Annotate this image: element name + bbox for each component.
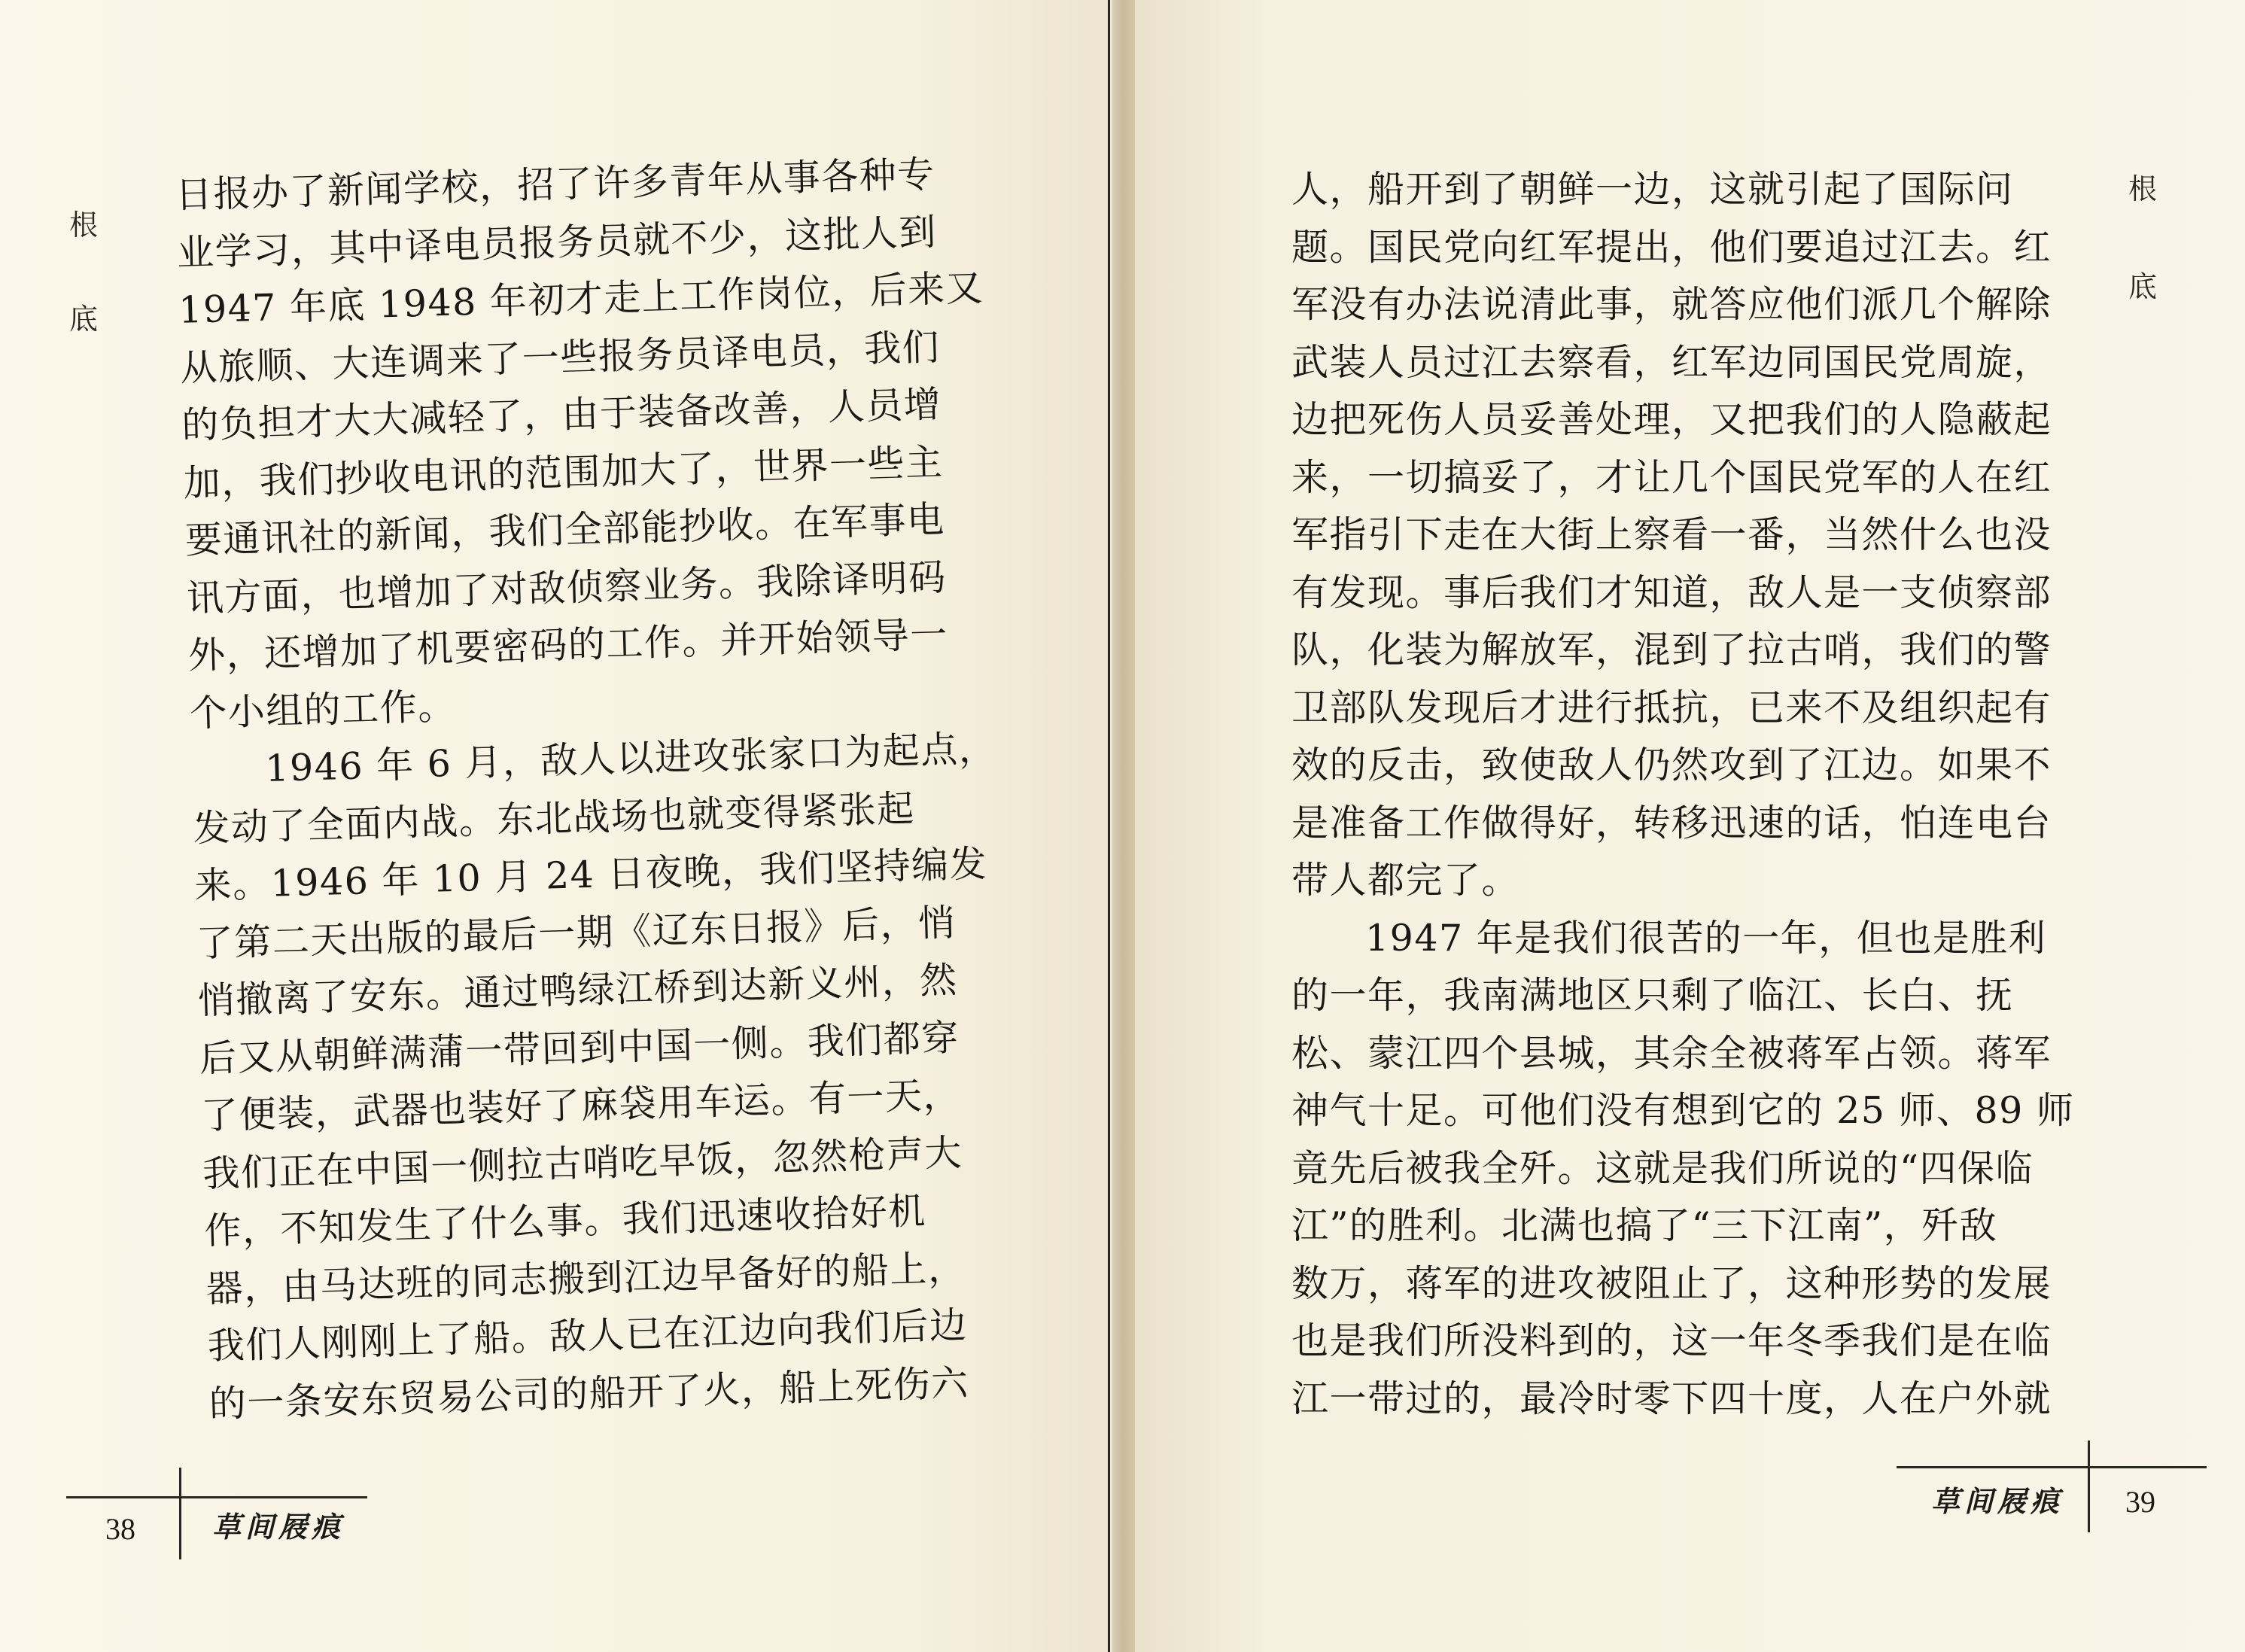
text-line: 也是我们所没料到的，这一年冬季我们是在临 (1291, 1319, 2052, 1362)
text-line: 的一年，我南满地区只剩了临江、长白、抚 (1291, 974, 2014, 1017)
text-line: 边把死伤人员妥善处理，又把我们的人隐蔽起 (1291, 398, 2052, 441)
text-line: 卫部队发现后才进行抵抗，已来不及组织起有 (1291, 686, 2052, 729)
text-line: 军没有办法说清此事，就答应他们派几个解除 (1291, 283, 2052, 326)
text-line: 带人都完了。 (1291, 859, 1520, 902)
text-line: 发动了全面内战。东北战场也就变得紧张起 (192, 786, 916, 850)
text-line: 要通讯社的新闻，我们全部能抄收。在军事电 (184, 497, 946, 562)
running-title: 草间屐痕 (1931, 1485, 2064, 1518)
running-title: 草间屐痕 (212, 1511, 345, 1544)
text-line: 从旅顺、大连调来了一些报务员译电员，我们 (179, 325, 941, 390)
text-line: 松、蒙江四个县城，其余全被蒋军占领。蒋军 (1291, 1031, 2052, 1075)
page-number: 38 (105, 1512, 135, 1546)
text-line: 的负担才大大减轻了，由于装备改善，人员增 (181, 382, 943, 447)
side-label-char-1: 根 (69, 208, 99, 242)
text-line: 是准备工作做得好，转移迅速的话，怕连电台 (1291, 801, 2052, 844)
left-body-text (175, 145, 1015, 1433)
text-line: 数万，蒋军的进攻被阻止了，这种形势的发展 (1291, 1261, 2052, 1305)
text-line: 了第二天出版的最后一期《辽东日报》后，悄 (196, 900, 957, 966)
text-line: 讯方面，也增加了对敌侦察业务。我除译明码 (186, 555, 948, 620)
text-line: 了便装，武器也装好了麻袋用车运。有一天， (200, 1073, 962, 1138)
text-line: 个小组的工作。 (189, 684, 457, 735)
text-line: 来，一切搞妥了，才让几个国民党军的人在红 (1291, 455, 2052, 499)
book-gutter (1112, 0, 1135, 1652)
text-line: 器，由马达班的同志搬到江边早备好的船上， (205, 1246, 967, 1310)
footer-divider (2088, 1441, 2090, 1532)
text-line: 业学习，其中译电员报务员就不少，这批人到 (176, 210, 938, 275)
text-line: 的一条安东贸易公司的船开了火，船上死伤六 (208, 1361, 970, 1425)
side-label-char-1: 根 (2128, 172, 2158, 205)
footer-rule (66, 1496, 367, 1498)
text-line: 后又从朝鲜满蒲一带回到中国一侧。我们都穿 (199, 1015, 960, 1081)
text-line: 人，船开到了朝鲜一边，这就引起了国际问 (1291, 168, 2014, 211)
text-line: 我们正在中国一侧拉古哨吃早饭，忽然枪声大 (202, 1130, 963, 1195)
text-line: 1946 年 6 月，敌人以进攻张家口为起点， (264, 726, 997, 790)
text-line: 加，我们抄收电讯的范围加大了，世界一些主 (182, 440, 945, 505)
text-line: 悄撤离了安东。通过鸭绿江桥到达新义州，然 (197, 958, 959, 1023)
text-line: 1947 年是我们很苦的一年，但也是胜利 (1365, 916, 2047, 960)
text-line: 神气十足。可他们没有想到它的 25 师、89 师 (1291, 1089, 2075, 1132)
text-line: 江”的胜利。北满也搞了“三下江南”，歼敌 (1291, 1204, 1998, 1247)
text-line: 1947 年底 1948 年初才走上工作岗位，后来又 (178, 266, 984, 332)
gutter-edge-left (1108, 0, 1110, 1652)
text-line: 队，化装为解放军，混到了拉古哨，我们的警 (1291, 628, 2052, 671)
text-line: 有发现。事后我们才知道，敌人是一支侦察部 (1291, 570, 2052, 614)
text-line: 竟先后被我全歼。这就是我们所说的“四保临 (1291, 1146, 2034, 1190)
text-line: 效的反击，致使敌人仍然攻到了江边。如果不 (1291, 744, 2052, 786)
right-page (1135, 0, 2245, 1652)
text-line: 作，不知发生了什么事。我们迅速收拾好机 (203, 1189, 927, 1253)
text-line: 武装人员过江去察看，红军边同国民党周旋， (1291, 340, 2052, 384)
side-label-char-2: 底 (2128, 270, 2158, 303)
text-line: 来。1946 年 10 月 24 日夜晚，我们坚持编发 (193, 842, 988, 908)
text-line: 日报办了新闻学校，招了许多青年从事各种专 (175, 152, 936, 217)
footer-rule (1897, 1466, 2207, 1468)
text-line: 江一带过的，最冷时零下四十度，人在户外就 (1291, 1377, 2052, 1420)
text-line: 我们人刚刚上了船。敌人已在江边向我们后边 (206, 1304, 969, 1368)
text-line: 外，还增加了机要密码的工作。并开始领导一 (187, 613, 949, 677)
footer-divider (179, 1468, 181, 1559)
right-body-text (1291, 161, 2074, 1428)
left-page (0, 0, 1112, 1652)
side-label-char-2: 底 (69, 303, 99, 336)
text-line: 军指引下走在大街上察看一番，当然什么也没 (1291, 513, 2052, 556)
text-line: 题。国民党向红军提出，他们要追过江去。红 (1291, 225, 2052, 269)
page-number: 39 (2125, 1485, 2155, 1519)
